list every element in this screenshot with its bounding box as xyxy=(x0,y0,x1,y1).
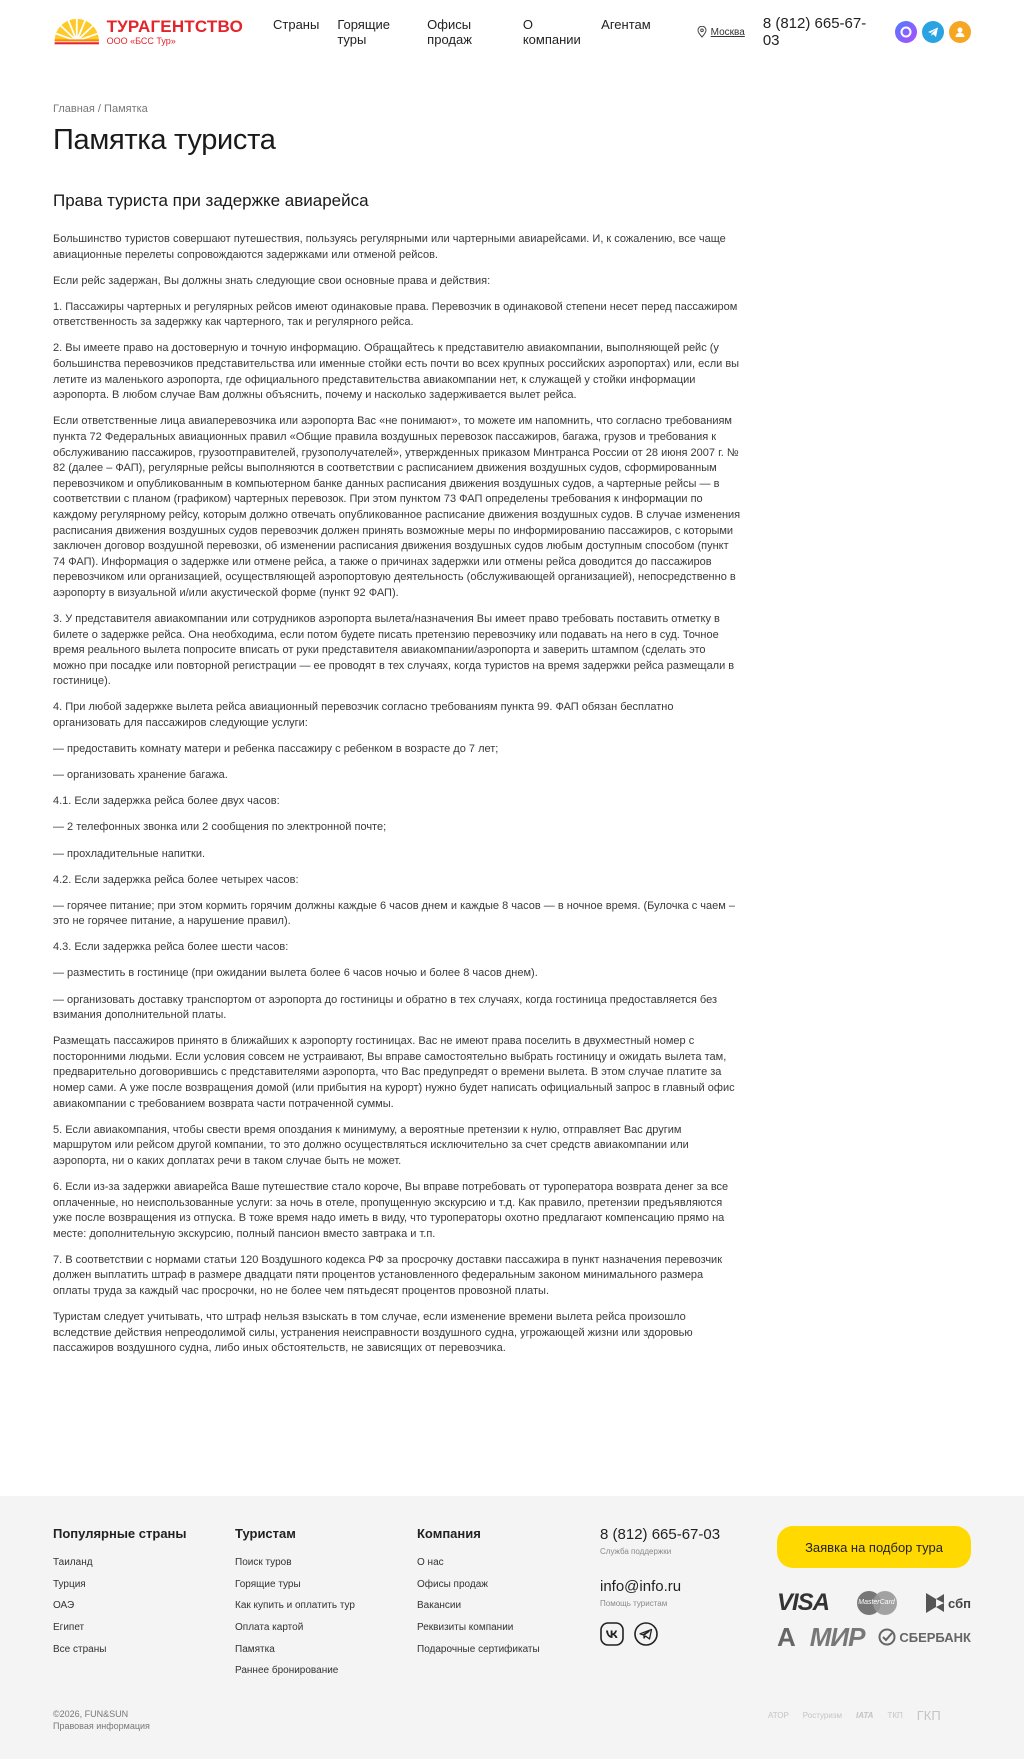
nav-agents[interactable]: Агентам xyxy=(601,17,651,32)
article-paragraph: 5. Если авиакомпания, чтобы свести время опоздания к минимуму, а вероятные претензии к нулю, отправляет Вас другим маршрутом или рейсом другой компании, то это должно осуществляться исключительно за счет средств авиакомпании или аэропорта, ни о каких доплатах речи в таком случае быть не может. xyxy=(53,1123,689,1167)
footer-link[interactable]: Таиланд xyxy=(53,1557,93,1568)
footer-link[interactable]: Оплата картой xyxy=(235,1622,304,1634)
article-paragraph: 2. Вы имеете право на достоверную и точную информацию. Обращайтесь к представителю авиакомпании, выполняющей рейс (у большинства перевозчиков представительства или именные стойки есть почти во всех крупных российских аэропортах) или, если вы летите из маленького аэропорта, где официального представительства авиакомпании нет, к служащей у стойки информации аэропорта. В любом случае Вам должны объяснить, почему и насколько задерживается вылет рейса. xyxy=(53,342,740,402)
footer-link[interactable]: Все страны xyxy=(53,1643,107,1655)
copyright xyxy=(53,1708,150,1732)
footer-link[interactable]: Как купить и оплатить тур xyxy=(235,1600,355,1612)
footer-col-title: Популярные страны xyxy=(53,1526,187,1541)
city-label: Москва xyxy=(710,26,745,38)
footer-link[interactable]: Горящие туры xyxy=(235,1578,301,1590)
footer-link[interactable]: Египет xyxy=(53,1622,85,1634)
nav-about[interactable]: О компании xyxy=(522,17,581,47)
logo-subtitle: ООО «БСС Тур» xyxy=(106,35,176,46)
partner-ator: АТОР xyxy=(768,1711,789,1720)
page-title: Памятка туриста xyxy=(53,124,276,156)
atol-mark: А xyxy=(777,1621,796,1652)
nav-countries[interactable]: Страны xyxy=(273,17,320,32)
max-icon[interactable] xyxy=(895,21,917,43)
article-paragraph: 3. У представителя авиакомпании или сотрудников аэропорта вылета/назначения Вы имеет право требовать поставить отметку в билете о задержке рейса. Она необходима, если потом будете писать претензию перевозчику или подавать на него в суд. Точное время реального вылета попросите вписать от руки представителя авиакомпании/аэропорта и заверить штампом (сделать это можно при посадке или повторной регистрации — ее проводят в тех случаях, когда туристов на время задержки рейса размещали в гостинице). xyxy=(53,612,735,688)
article-paragraph: — горячее питание; при этом кормить горячим должны каждые 6 часов днем и каждые 8 часов — в ночное время. (Булочка с чаем – это не горячее питание, а нарушение правил). xyxy=(53,899,736,928)
footer-col-tourists xyxy=(235,1526,355,1687)
article-paragraph: 4.1. Если задержка рейса более двух часов: xyxy=(53,795,280,808)
mastercard-logo xyxy=(855,1589,899,1617)
header-social xyxy=(890,21,971,43)
sberbank-label: СБЕРБАНК xyxy=(899,1629,971,1645)
article-paragraph: — прохладительные напитки. xyxy=(53,847,206,860)
copyright-text: ©2026, FUN&SUN xyxy=(53,1709,129,1719)
header-phone[interactable]: 8 (812) 665-67-03 xyxy=(762,15,867,49)
article-paragraph: — организовать хранение багажа. xyxy=(53,769,228,782)
city-selector[interactable] xyxy=(697,26,745,38)
footer-phone-note: Служба поддержки xyxy=(600,1547,672,1556)
nav-offices[interactable]: Офисы продаж xyxy=(427,17,472,47)
footer-link[interactable]: Реквизиты компании xyxy=(417,1622,514,1634)
sber-mark-icon xyxy=(878,1628,896,1646)
footer-link[interactable]: Вакансии xyxy=(417,1600,462,1612)
telegram-icon[interactable] xyxy=(922,21,944,43)
partner-gkp: ГКП xyxy=(916,1708,941,1723)
sbp-mark-icon xyxy=(924,1591,946,1615)
partner-rosturizm: Ростуризм xyxy=(802,1711,842,1720)
sun-logo-icon xyxy=(53,15,101,49)
logo[interactable] xyxy=(53,15,243,49)
sbp-logo xyxy=(924,1591,971,1615)
article-paragraph: Если ответственные лица авиаперевозчика или аэропорта Вас «не понимают», то можете им напомнить, что согласно требованиям пункта 72 Федеральных авиационных правил «Общие правила воздушных перевозок пассажиров, багажа, грузов и требования к обслуживанию пассажиров, грузоотправителей, грузополучателей», утвержденных приказом Минтранса России от 28 июня 2007 г. № 82 (далее – ФАП), регулярные рейсы выполняются в соответствии с расписанием движения воздушных судов, сформированным перевозчиком и опубликованным в компьютерном банке данных расписания движения воздушных судов, а чартерные рейсы — в соответствии с планом (графиком) чартерных перевозок. При этом пунктом 73 ФАП определены требования к информации по каждому регулярному рейсу, которым должно отвечать опубликованное расписание движения воздушных судов. В случае изменения расписания движения воздушных судов перевозчик должен принять возможные меры по информированию пассажиров, с которыми заключен договор воздушной перевозки, об изменении расписания движения воздушных судов любым доступным способом (пункт 74 ФАП). Информация о задержке или отмене рейса, а также о причинах задержки или отмены рейса доводится до пассажиров перевозчиком или организацией, осуществляющей аэропортовую деятельность (обслуживающей организацией), непосредственно в аэропорту в визуальной и/или акустической форме (пункт 92 ФАП). xyxy=(53,415,741,599)
logo-title: ТУРАГЕНТСТВО xyxy=(106,16,243,36)
visa-logo: VISA xyxy=(777,1589,830,1616)
partner-tkp: ТКП xyxy=(887,1711,903,1720)
article-paragraph: Если рейс задержан, Вы должны знать следующие свои основные права и действия: xyxy=(53,274,491,287)
footer-link[interactable]: ОАЭ xyxy=(53,1600,75,1612)
article-paragraph: — разместить в гостинице (при ожидании вылета более 6 часов ночью и более 8 часов днем). xyxy=(53,967,538,980)
partner-logos xyxy=(754,1708,941,1723)
article-paragraph: 1. Пассажиры чартерных и регулярных рейсов имеют одинаковые права. Перевозчик в одинаковой степени несет перед пассажиром ответственность за задержку как чартерного, так и регулярного рейса. xyxy=(53,300,738,329)
article-paragraph: 4. При любой задержке вылета рейса авиационный перевозчик согласно требованиям пункта 99. ФАП обязан бесплатно организовать для пассажиров следующие услуги: xyxy=(53,701,674,730)
sbp-label: сбп xyxy=(948,1595,971,1611)
article-paragraph: — предоставить комнату матери и ребенка пассажиру с ребенком в возрасте до 7 лет; xyxy=(53,743,499,756)
article-paragraph: 7. В соответствии с нормами статьи 120 Воздушного кодекса РФ за просрочку доставки пассажира в пункт назначения перевозчик должен выплатить штраф в размере двадцати пяти процентов установленного федеральным законом минимального размера оплаты труда за каждый час просрочки, но не более чем пятьдесят процентов провозной платы. xyxy=(53,1253,723,1298)
footer-social xyxy=(600,1622,720,1646)
partner-iata: IATA xyxy=(855,1711,874,1720)
footer-col-title: Туристам xyxy=(235,1526,296,1541)
sberbank-logo xyxy=(878,1628,971,1646)
nav-hot-tours[interactable]: Горящие туры xyxy=(337,17,391,47)
mir-logo: МИР xyxy=(809,1621,865,1652)
article-body xyxy=(53,232,741,1367)
article-paragraph: Туристам следует учитывать, что штраф нельзя взыскать в том случае, если изменение времени вылета рейса произошло вследствие действия непреодолимой силы, устранения неисправности воздушного судна, угрожающей жизни или здоровью пассажиров воздушного судна, либо иных обстоятельств, не зависящих от перевозчика. xyxy=(53,1311,693,1355)
footer-link[interactable]: Подарочные сертификаты xyxy=(417,1643,540,1655)
site-footer xyxy=(0,1496,1024,1759)
article-paragraph: 4.3. Если задержка рейса более шести часов: xyxy=(53,941,289,954)
article-paragraph: Большинство туристов совершают путешествия, пользуясь регулярными или чартерными авиарейсами. И, к сожалению, все чаще авиационные перелеты сопровождаются задержками или отменой рейсов. xyxy=(53,233,726,261)
main-nav xyxy=(273,17,669,47)
footer-col-countries xyxy=(53,1526,187,1665)
site-header xyxy=(0,0,1024,64)
footer-email[interactable]: info@info.ru xyxy=(600,1578,682,1595)
article-paragraph: 4.2. Если задержка рейса более четырех часов: xyxy=(53,873,299,886)
location-pin-icon xyxy=(697,26,707,38)
breadcrumb-home[interactable]: Главная xyxy=(53,103,95,115)
footer-link[interactable]: Поиск туров xyxy=(235,1557,292,1568)
payment-logos xyxy=(777,1588,971,1656)
footer-email-note: Помощь туристам xyxy=(600,1599,668,1608)
mastercard-label: MasterCard xyxy=(858,1599,895,1606)
article-paragraph: — организовать доставку транспортом от аэропорта до гостиницы и обратно в тех случаях, когда гостиница предоставляется без взимания дополнительной платы. xyxy=(53,993,718,1022)
footer-link[interactable]: Памятка xyxy=(235,1643,275,1655)
tour-request-button[interactable]: Заявка на подбор тура xyxy=(777,1526,971,1568)
footer-link[interactable]: О нас xyxy=(417,1557,444,1568)
footer-link[interactable]: Офисы продаж xyxy=(417,1578,488,1590)
article-paragraph: 6. Если из-за задержки авиарейса Ваше путешествие стало короче, Вы вправе потребовать от туроператора возврата денег за все оплаченные, но неиспользованные услуги: за ночь в отеле, пропущенную экскурсию и т.д. Как правило, претензии предъявляются уже после возвращения из отпуска. В тоже время надо иметь в виду, что туроператоры охотно предлагают компенсацию прямо на месте: дополнительную экскурсию, полный пансион вместо завтрака и т.п. xyxy=(53,1181,729,1240)
article-paragraph: Размещать пассажиров принято в ближайших к аэропорту гостиницах. Вас не имеют права поселить в двухместный номер с посторонними людьми. Если условия совсем не устраивают, Вы вправе самостоятельно выбрать гостиницу и ожидать вылета там, предварительно договорившись с представителями аэропорта, что Вас предупредят о времени вылета. В этом случае платите за номер сами. А уже после возвращения домой (или прибытия на курорт) нужно будет написать официальный запрос в главный офис авиакомпании с требованием возврата части потраченной суммы. xyxy=(53,1035,735,1110)
breadcrumb-current: Памятка xyxy=(104,103,148,115)
section-title: Права туриста при задержке авиарейса xyxy=(53,191,369,210)
legal-link[interactable]: Правовая информация xyxy=(53,1721,150,1731)
breadcrumb-separator: / xyxy=(94,103,105,115)
footer-link[interactable]: Турция xyxy=(53,1578,86,1590)
footer-col-title: Компания xyxy=(417,1526,481,1541)
footer-col-company xyxy=(417,1526,540,1665)
article-paragraph: — 2 телефонных звонка или 2 сообщения по электронной почте; xyxy=(53,821,387,834)
telegram-outline-icon[interactable] xyxy=(634,1622,658,1646)
footer-link[interactable]: Раннее бронирование xyxy=(235,1665,339,1677)
footer-contacts xyxy=(600,1526,720,1646)
vk-icon[interactable] xyxy=(600,1622,624,1646)
breadcrumb xyxy=(53,103,148,115)
footer-phone[interactable]: 8 (812) 665-67-03 xyxy=(600,1526,721,1543)
user-icon[interactable] xyxy=(949,21,971,43)
